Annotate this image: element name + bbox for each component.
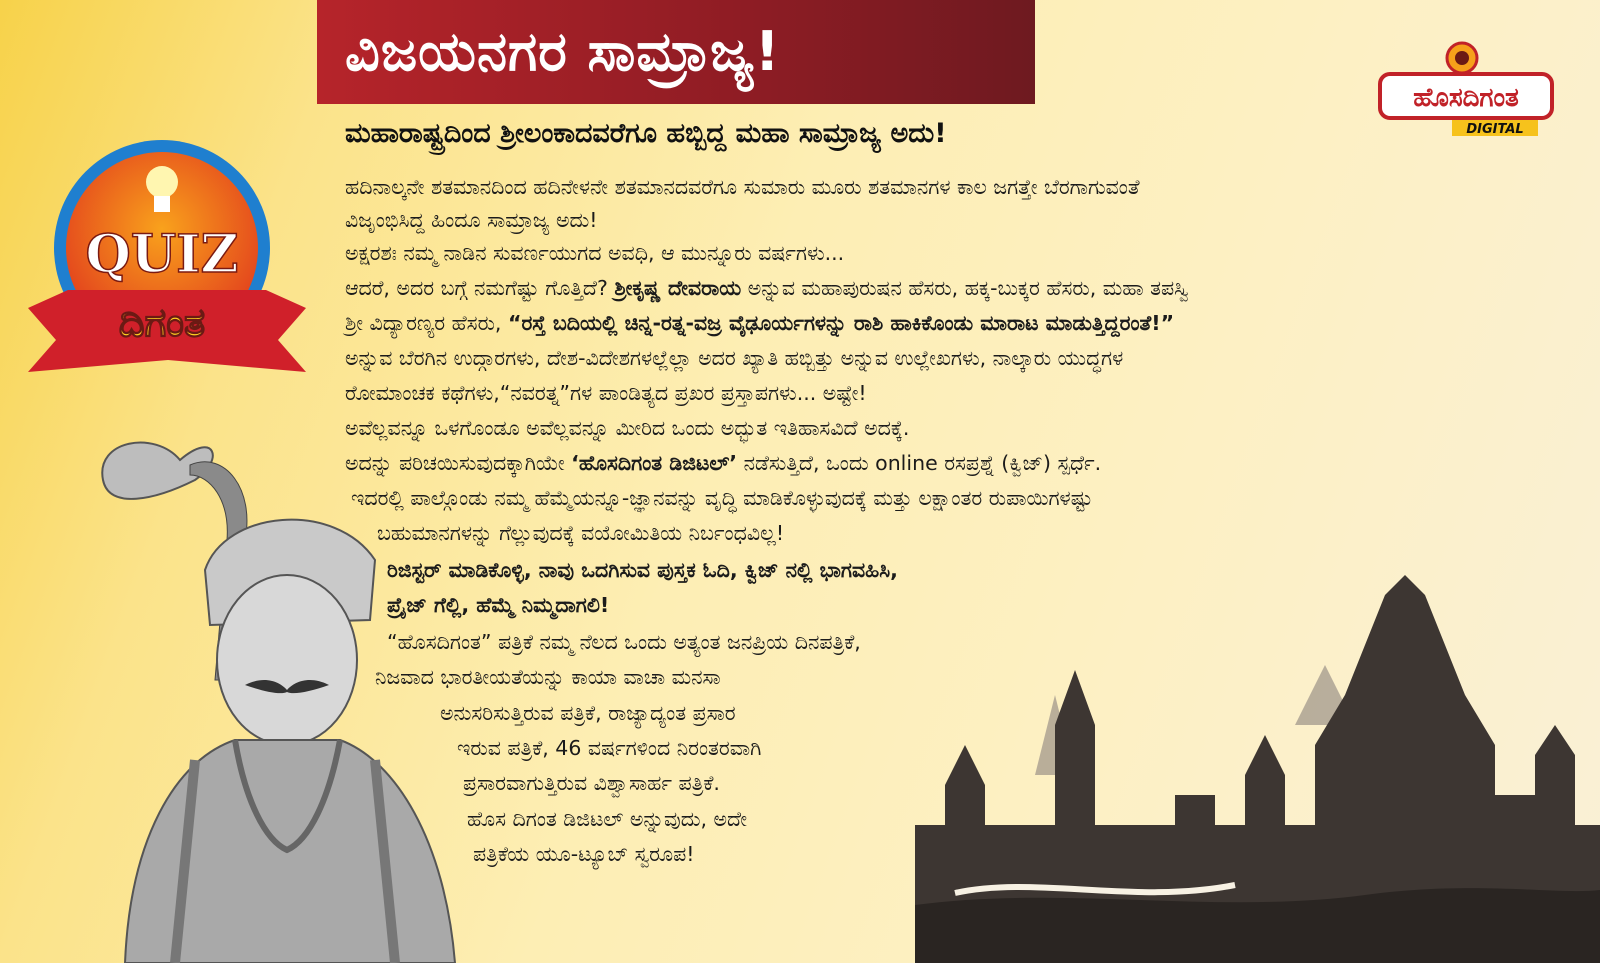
king-illustration bbox=[95, 420, 465, 963]
body-line-4-c: ಅನ್ನುವ ಮಹಾಪುರುಷನ ಹೆಸರು, ಹಕ್ಕ-ಬುಕ್ಕರ ಹೆಸರು, ಮಹಾ ತಪಸ್ವಿ bbox=[741, 276, 1189, 300]
body-line-2: ವಿಜೃಂಭಿಸಿದ್ದ ಹಿಂದೂ ಸಾಮ್ರಾಜ್ಯ ಅದು! bbox=[345, 208, 598, 232]
body-line-14: “ಹೊಸದಿಗಂತ” ಪತ್ರಿಕೆ ನಮ್ಮ ನೆಲದ ಒಂದು ಅತ್ಯಂತ ಜನಪ್ರಿಯ ದಿನಪತ್ರಿಕೆ, bbox=[387, 630, 861, 654]
body-line-18: ಪ್ರಸಾರವಾಗುತ್ತಿರುವ ವಿಶ್ವಾಸಾರ್ಹ ಪತ್ರಿಕೆ. bbox=[463, 771, 720, 795]
body-line-7: ರೋಮಾಂಚಕ ಕಥೆಗಳು,“ನವರತ್ನ”ಗಳ ಪಾಂಡಿತ್ಯದ ಪ್ರಖರ ಪ್ರಸ್ತಾಪಗಳು... ಅಷ್ಟೇ! bbox=[345, 381, 867, 405]
hampi-skyline-illustration bbox=[915, 575, 1600, 963]
brand-sub: DIGITAL bbox=[1466, 122, 1524, 137]
headline: ಮಹಾರಾಷ್ಟ್ರದಿಂದ ಶ್ರೀಲಂಕಾದವರೆಗೂ ಹಬ್ಬಿದ್ದ ಮಹಾ ಸಾಮ್ರಾಜ್ಯ ಅದು! bbox=[345, 118, 947, 149]
quiz-text: QUIZ bbox=[85, 224, 239, 285]
body-line-4 bbox=[345, 273, 1189, 303]
poster-title: ವಿಜಯನಗರ ಸಾಮ್ರಾಜ್ಯ! bbox=[345, 20, 781, 83]
brand-name: ಹೊಸದಿಗಂತ bbox=[1413, 83, 1519, 113]
body-line-10: ಇದರಲ್ಲಿ ಪಾಲ್ಗೊಂಡು ನಮ್ಮ ಹೆಮ್ಮೆಯನ್ನೂ-ಜ್ಞಾನವನ್ನು ವೃದ್ಧಿ ಮಾಡಿಕೊಳ್ಳುವುದಕ್ಕೆ ಮತ್ತು ಲಕ್ಷಾಂತರ ರುಪಾಯಿಗಳಷ್ಟು bbox=[351, 486, 1093, 510]
body-line-8: ಅವೆಲ್ಲವನ್ನೂ ಒಳಗೊಂಡೂ ಅವೆಲ್ಲವನ್ನೂ ಮೀರಿದ ಒಂದು ಅದ್ಭುತ ಇತಿಹಾಸವಿದೆ ಅದಕ್ಕೆ. bbox=[345, 416, 910, 440]
body-line-4-a: ಆದರೆ, ಅದರ ಬಗ್ಗೆ ನಮಗೆಷ್ಟು ಗೊತ್ತಿದೆ? bbox=[345, 276, 615, 300]
body-line-6: ಅನ್ನುವ ಬೆರಗಿನ ಉದ್ಗಾರಗಳು, ದೇಶ-ವಿದೇಶಗಳಲ್ಲೆಲ್ಲಾ ಅದರ ಖ್ಯಾತಿ ಹಬ್ಬಿತ್ತು ಅನ್ನುವ ಉಲ್ಲೇಖಗಳು, ನಾಲ್ಕಾರು ಯುದ್ಧಗಳ bbox=[345, 346, 1124, 370]
brand-highlight: ‘ಹೊಸದಿಗಂತ ಡಿಜಿಟಲ್’ bbox=[571, 451, 738, 475]
body-line-11: ಬಹುಮಾನಗಳನ್ನು ಗೆಲ್ಲುವುದಕ್ಕೆ ವಯೋಮಿತಿಯ ನಿರ್ಬಂಧವಿಲ್ಲ! bbox=[377, 521, 785, 545]
body-line-5-a: ಶ್ರೀ ವಿದ್ಯಾರಣ್ಯರ ಹೆಸರು, bbox=[345, 311, 508, 335]
body-line-17: ಇರುವ ಪತ್ರಿಕೆ, 46 ವರ್ಷಗಳಿಂದ ನಿರಂತರವಾಗಿ bbox=[457, 736, 762, 760]
quiz-digantha-badge bbox=[28, 140, 306, 380]
body-line-1: ಹದಿನಾಲ್ಕನೇ ಶತಮಾನದಿಂದ ಹದಿನೇಳನೇ ಶತಮಾನದವರೆಗೂ ಸುಮಾರು ಮೂರು ಶತಮಾನಗಳ ಕಾಲ ಜಗತ್ತೇ ಬೆರಗಾಗುವಂತೆ bbox=[345, 175, 1140, 199]
cta-line-2: ಪ್ರೈಜ್ ಗೆಲ್ಲಿ, ಹೆಮ್ಮೆ ನಿಮ್ಮದಾಗಲಿ! bbox=[387, 593, 610, 617]
body-line-5 bbox=[345, 308, 1174, 338]
title-banner bbox=[317, 0, 1035, 104]
king-name: ಶ್ರೀಕೃಷ್ಣ ದೇವರಾಯ bbox=[614, 276, 742, 300]
badge-name: ದಿಗಂತ bbox=[118, 300, 206, 346]
body-line-15: ನಿಜವಾದ ಭಾರತೀಯತೆಯನ್ನು ಕಾಯಾ ವಾಚಾ ಮನಸಾ bbox=[375, 665, 721, 689]
body-line-16: ಅನುಸರಿಸುತ್ತಿರುವ ಪತ್ರಿಕೆ, ರಾಜ್ಯಾದ್ಯಂತ ಪ್ರಸಾರ bbox=[440, 701, 736, 725]
body-line-19: ಹೊಸ ದಿಗಂತ ಡಿಜಿಟಲ್ ಅನ್ನುವುದು, ಅದೇ bbox=[467, 807, 747, 831]
body-line-3: ಅಕ್ಷರಶಃ ನಮ್ಮ ನಾಡಿನ ಸುವರ್ಣಯುಗದ ಅವಧಿ, ಆ ಮುನ್ನೂರು ವರ್ಷಗಳು... bbox=[345, 241, 845, 265]
quote-highlight: “ರಸ್ತೆ ಬದಿಯಲ್ಲಿ ಚಿನ್ನ-ರತ್ನ-ವಜ್ರ ವೈಢೂರ್ಯಗಳನ್ನು ರಾಶಿ ಹಾಕಿಕೊಂಡು ಮಾರಾಟ ಮಾಡುತ್ತಿದ್ದರಂತೆ!” bbox=[507, 311, 1175, 335]
body-line-20: ಪತ್ರಿಕೆಯ ಯೂ-ಟ್ಯೂಬ್ ಸ್ವರೂಪ! bbox=[473, 842, 695, 866]
cta-line-1: ರಿಜಿಸ್ಟರ್ ಮಾಡಿಕೊಳ್ಳಿ, ನಾವು ಒದಗಿಸುವ ಪುಸ್ತಕ ಓದಿ, ಕ್ವಿಜ್ ನಲ್ಲಿ ಭಾಗವಹಿಸಿ, bbox=[387, 558, 898, 582]
body-line-9-c: ನಡೆಸುತ್ತಿದೆ, ಒಂದು online ರಸಪ್ರಶ್ನೆ (ಕ್ವಿಜ್) ಸ್ಪರ್ಧೆ. bbox=[737, 451, 1102, 475]
body-line-9-a: ಅದನ್ನು ಪರಿಚಯಿಸುವುದಕ್ಕಾಗಿಯೇ bbox=[345, 451, 572, 475]
